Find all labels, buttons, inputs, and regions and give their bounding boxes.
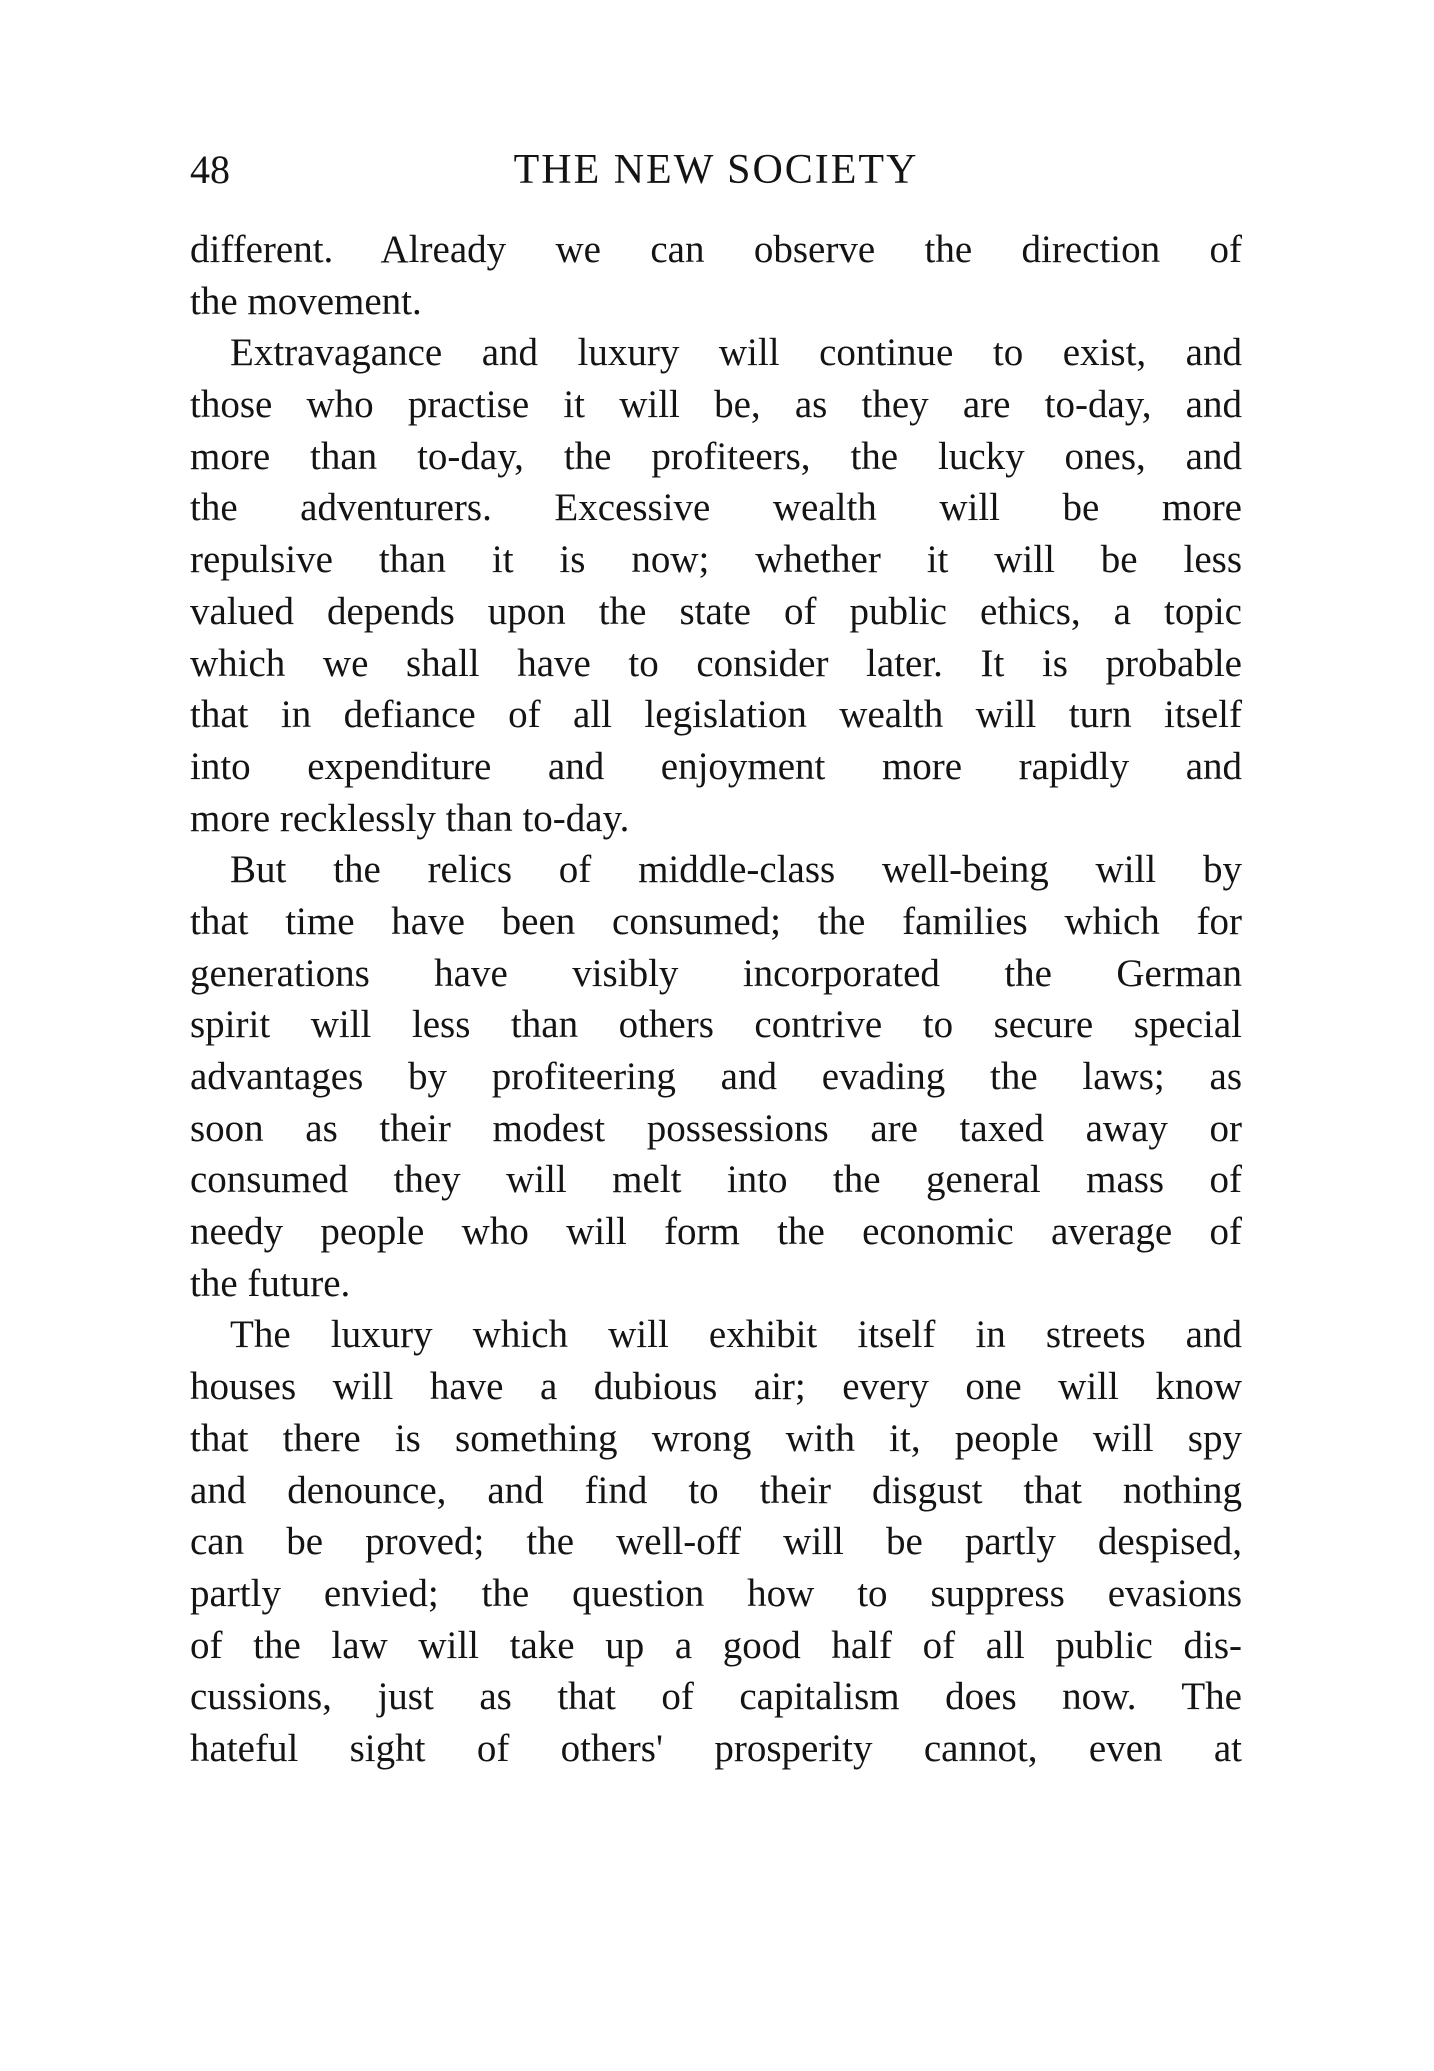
text-line: soon as their modest possessions are taxed away or	[190, 1106, 1242, 1150]
running-head: THE NEW SOCIETY	[513, 147, 919, 193]
page-number: 48	[190, 147, 230, 192]
text-line: those who practise it will be, as they are to-day, and	[190, 383, 1242, 427]
text-line: generations have visibly incorporated the German	[190, 951, 1242, 995]
text-line: consumed they will melt into the general mass of	[190, 1158, 1242, 1202]
text-line: which we shall have to consider later. It is probable	[190, 641, 1242, 685]
text-line: repulsive than it is now; whether it will be less	[190, 538, 1242, 582]
text-line: can be proved; the well-off will be partly despised,	[190, 1520, 1242, 1564]
text-line: the movement.	[190, 279, 422, 323]
page-header	[190, 140, 1242, 200]
text-line: But the relics of middle-class well-being will by	[230, 848, 1242, 892]
text-line: valued depends upon the state of public ethics, a topic	[190, 589, 1242, 633]
text-line: that in defiance of all legislation wealth will turn itself	[190, 693, 1242, 737]
text-line: that there is something wrong with it, people will spy	[190, 1416, 1242, 1460]
text-line: Extravagance and luxury will continue to exist, and	[230, 331, 1242, 375]
text-line: spirit will less than others contrive to secure special	[190, 1003, 1242, 1047]
text-line: and denounce, and find to their disgust that nothing	[190, 1468, 1242, 1512]
text-line: hateful sight of others' prosperity cannot, even at	[190, 1726, 1242, 1770]
text-line: more than to-day, the profiteers, the lucky ones, and	[190, 434, 1242, 478]
text-line: into expenditure and enjoyment more rapidly and	[190, 744, 1242, 788]
body-text	[190, 224, 1242, 1775]
text-line: the future.	[190, 1261, 351, 1305]
text-line: advantages by profiteering and evading the laws; as	[190, 1055, 1242, 1098]
text-line: houses will have a dubious air; every one will know	[190, 1365, 1242, 1409]
text-line: The luxury which will exhibit itself in streets and	[230, 1313, 1242, 1357]
text-line: cussions, just as that of capitalism does now. The	[190, 1675, 1242, 1719]
text-line: different. Already we can observe the direction of	[190, 228, 1242, 271]
text-line: needy people who will form the economic average of	[190, 1210, 1242, 1254]
text-line: partly envied; the question how to suppress evasions	[190, 1571, 1242, 1615]
text-line: of the law will take up a good half of all public dis-	[190, 1623, 1242, 1667]
text-line: the adventurers. Excessive wealth will be more	[190, 486, 1242, 530]
text-line: that time have been consumed; the families which for	[190, 899, 1242, 943]
text-line: more recklessly than to-day.	[190, 796, 630, 840]
